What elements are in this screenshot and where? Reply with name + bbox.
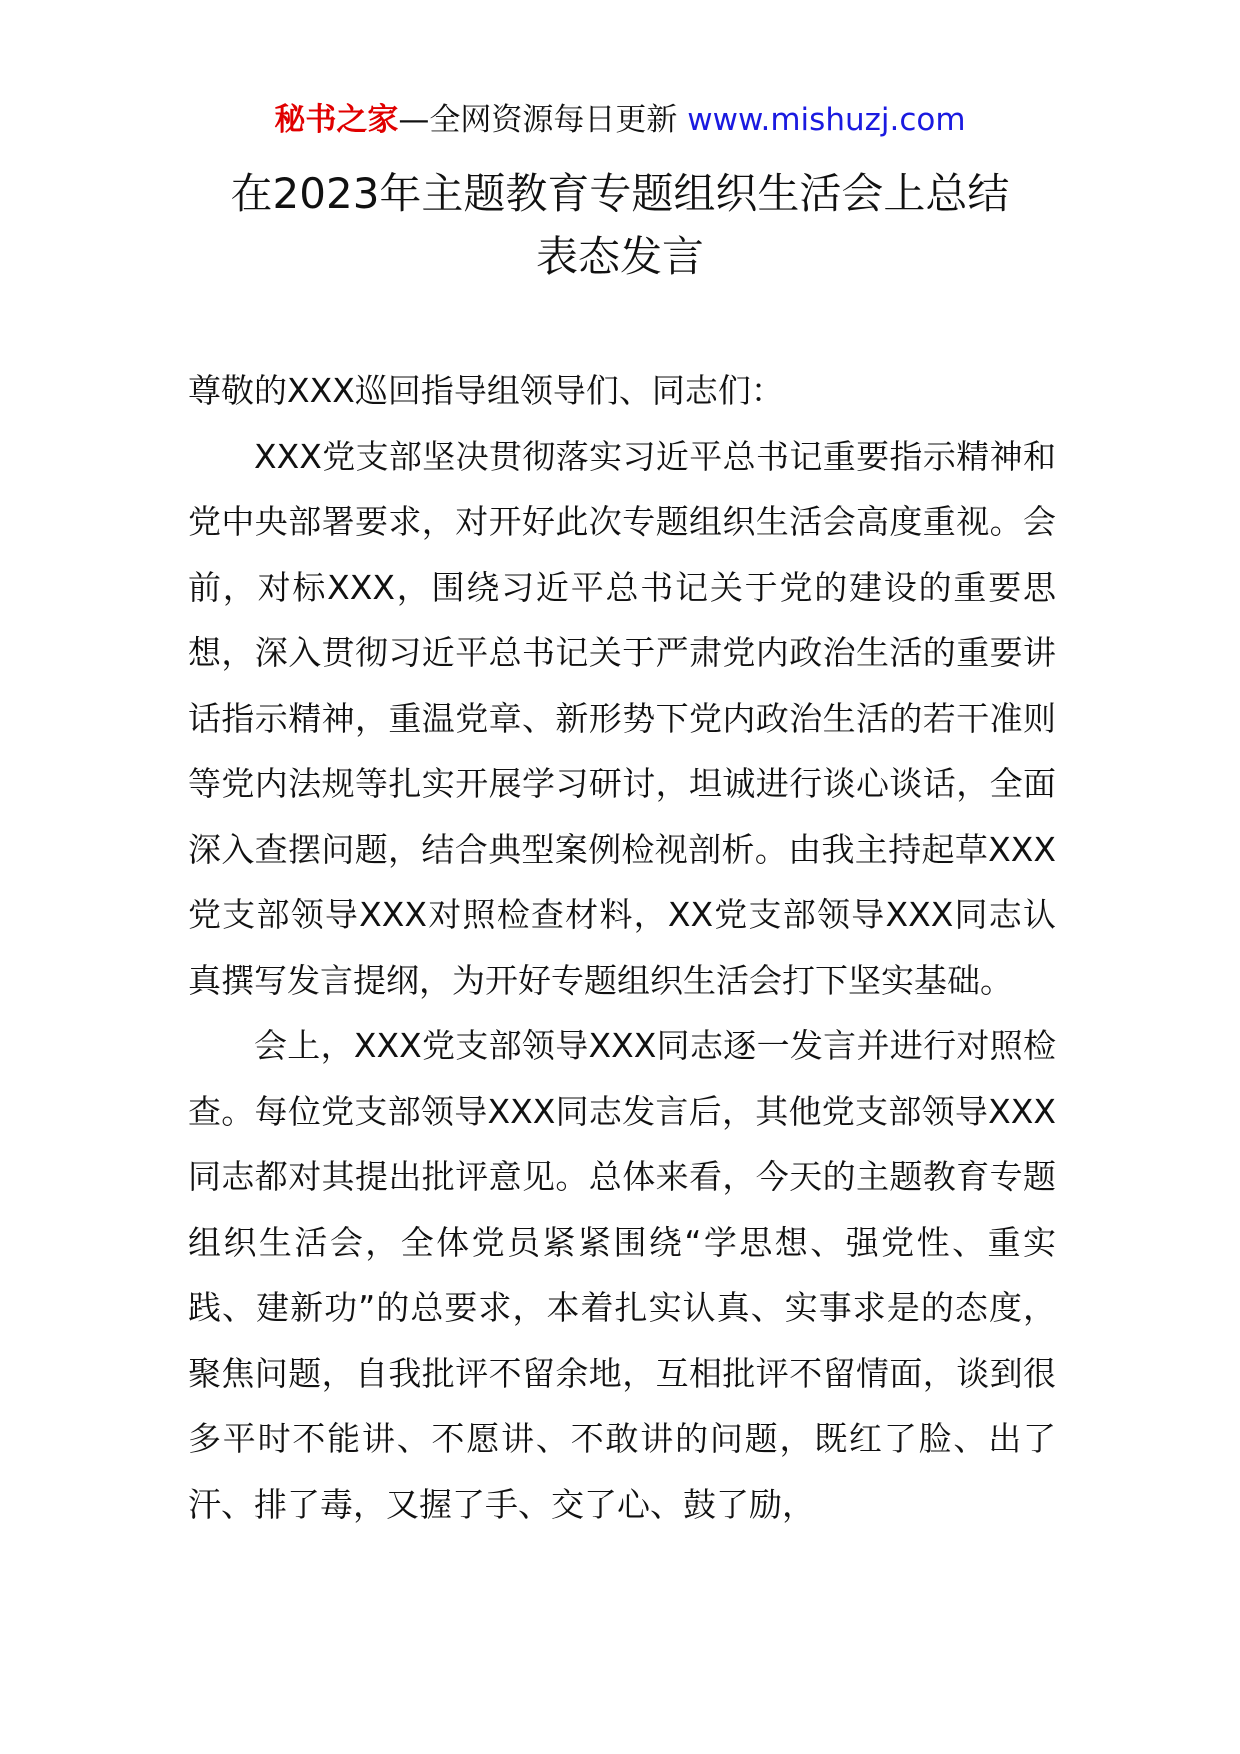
header-slogan: —全网资源每日更新 [398, 102, 688, 138]
header-brand: 秘书之家 [274, 102, 399, 138]
header-url-link[interactable]: www.mishuzj.com [687, 102, 966, 138]
title-line-2: 表态发言 [535, 232, 704, 281]
salutation: 尊敬的XXX巡回指导组领导们、同志们： [188, 371, 784, 410]
document-title [150, 162, 1090, 288]
paragraph-1: XXX党支部坚决贯彻落实习近平总书记重要指示精神和党中央部署要求，对开好此次专题组织生活会高度重视。会前，对标XXX，围绕习近平总书记关于党的建设的重要思想，深入贯彻习近平总书记关于严肃党内政治生活的重要讲话指示精神，重温党章、新形势下党内政治生活的若干准则等党内法规等扎实开展学习研讨，坦诚进行谈心谈话，全面深入查摆问题，结合典型案例检视剖析。由我主持起草XXX党支部领导XXX对照检查材料，XX党支部领导XXX同志认真撰写发言提纲，为开好专题组织生活会打下坚实基础。 [188, 436, 1056, 1000]
document-body [188, 358, 1056, 1537]
paragraph-2: 会上，XXX党支部领导XXX同志逐一发言并进行对照检查。每位党支部领导XXX同志发言后，其他党支部领导XXX同志都对其提出批评意见。总体来看，今天的主题教育专题组织生活会，全体党员紧紧围绕“学思想、强党性、重实践、建新功”的总要求，本着扎实认真、实事求是的态度，聚焦问题，自我批评不留余地，互相批评不留情面，谈到很多平时不能讲、不愿讲、不敢讲的问题，既红了脸、出了汗、排了毒，又握了手、交了心、鼓了励， [188, 1026, 1056, 1524]
title-line-1: 在2023年主题教育专题组织生活会上总结 [230, 169, 1010, 218]
site-header [0, 100, 1240, 140]
